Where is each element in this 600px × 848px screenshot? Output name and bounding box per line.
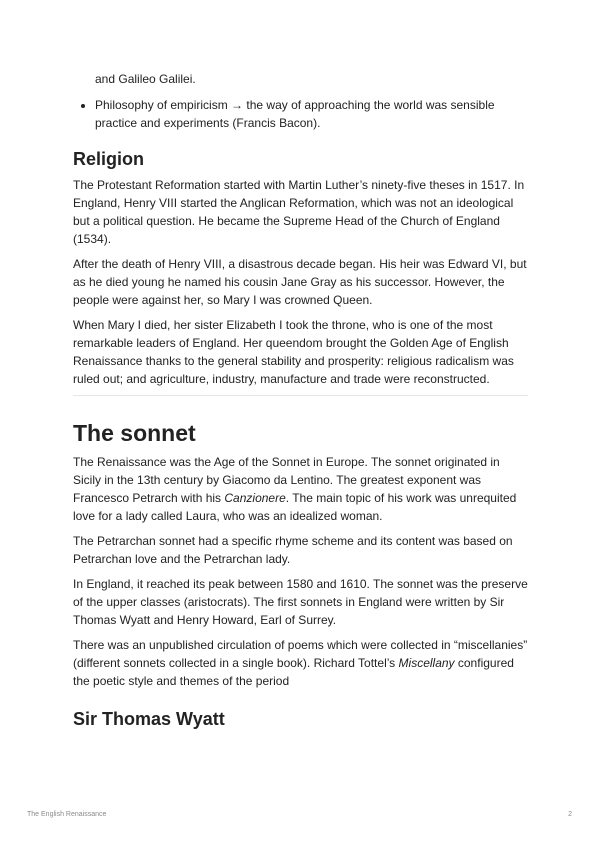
italic-title: Miscellany [398,656,455,670]
paragraph: In England, it reached its peak between 1580 and 1610. The sonnet was the preserve of the upper classes (aristocrats). The first sonnets in England were written by Sir Thomas Wyatt and Henry Howard, Earl of Surrey. [73,577,528,627]
text-run: . The main topic of his work was unrequited love for a lady called Laura, who was an idealized woman. [73,491,517,523]
paragraph: When Mary I died, her sister Elizabeth I took the throne, who is one of the most remarkable leaders of England. Her queendom brought the Golden Age of English Renaissance thanks to the general stability and prosperity: religious radicalism was ruled out; and agriculture, industry, manufacture and trade were reconstructed. [73,318,514,386]
section-heading-religion: Religion [73,149,144,169]
text-run: The Renaissance was the Age of the Sonnet in Europe. The sonnet originated in Sicily in the 13th century by Giacomo da Lentino. The greatest exponent was Francesco Petrarch with his [73,455,500,505]
section-heading-wyatt: Sir Thomas Wyatt [73,709,225,729]
italic-title: Canzionere [224,491,286,505]
paragraph: The Protestant Reformation started with Martin Luther’s ninety-five theses in 1517. In England, Henry VIII started the Anglican Reformation, which was not an ideological but a political question. He became the Supreme Head of the Church of England (1534). [73,178,525,246]
page-footer [27,811,572,818]
divider [73,395,528,396]
paragraph [73,636,528,690]
continuation-text: and Galileo Galilei. [95,72,196,86]
page-content [73,70,528,736]
text-run: configured the poetic style and themes of the period [73,656,514,688]
paragraph [73,453,528,525]
page-number: 2 [568,811,572,818]
text-run: There was an unpublished circulation of poems which were collected in “miscellanies” (different sonnets collected in a single book). Richard Tottel’s [73,638,528,670]
footer-title: The English Renaissance [27,811,107,818]
bullet-list [73,96,528,132]
list-item: • Philosophy of empiricism → the way of approaching the world was sensible practice and experiments (Francis Bacon). [95,96,528,132]
paragraph: The Petrarchan sonnet had a specific rhyme scheme and its content was based on Petrarchan love and the Petrarchan lady. [73,534,513,566]
section-heading-sonnet: The sonnet [73,420,196,446]
paragraph: After the death of Henry VIII, a disastrous decade began. His heir was Edward VI, but as he died young he named his cousin Jane Gray as his successor. However, the people were against her, so Mary I was crowned Queen. [73,257,527,307]
